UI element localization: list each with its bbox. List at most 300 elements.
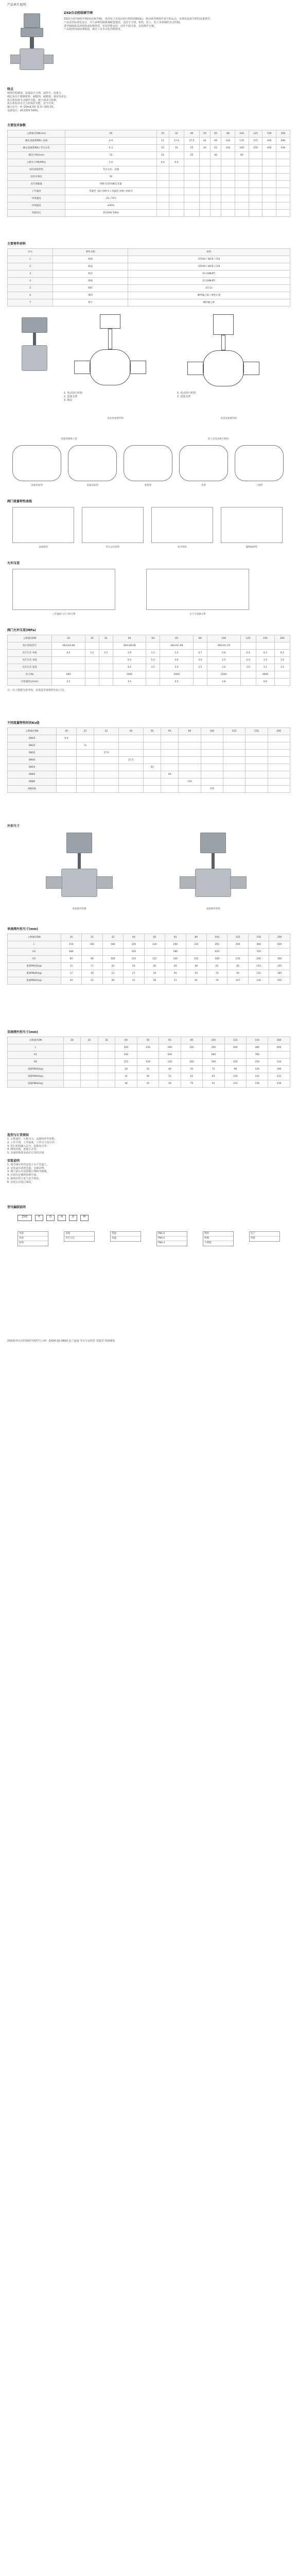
table-cell xyxy=(179,735,201,742)
table-cell xyxy=(246,764,268,771)
table-cell: 2.0 xyxy=(207,664,240,671)
table-cell: Ⅳ级 0.01%额定容量 xyxy=(65,181,156,188)
table-cell: 160 xyxy=(82,941,102,948)
flow-label: 抛物线特性 xyxy=(246,546,258,549)
table-cell xyxy=(240,671,256,679)
table-cell xyxy=(119,735,144,742)
table-cell: 17 xyxy=(61,970,81,977)
table-cell: 16 xyxy=(156,152,169,159)
table-cell xyxy=(268,735,290,742)
table-cell: H2 xyxy=(8,956,61,963)
table-cell xyxy=(98,1066,115,1073)
table-row xyxy=(8,750,290,757)
table-row xyxy=(8,159,290,166)
table-cell: 50 xyxy=(65,174,156,181)
table-cell xyxy=(262,188,276,195)
types-row xyxy=(12,445,285,481)
table-cell: 200 xyxy=(268,1037,290,1044)
table-cell xyxy=(223,778,245,786)
table-row xyxy=(8,956,290,963)
table-cell: 40 xyxy=(113,635,146,642)
table-cell: 145 xyxy=(159,1059,181,1066)
type-caption: 直通双座型 xyxy=(86,484,98,487)
table-cell: 阀杆 xyxy=(53,285,128,292)
table-cell xyxy=(201,742,223,750)
table-row xyxy=(8,657,290,664)
table-cell: 160 xyxy=(181,1059,202,1066)
table-row xyxy=(8,256,290,263)
table-cell: 760 xyxy=(246,1052,268,1059)
table-cell xyxy=(179,771,201,778)
table-cell xyxy=(210,166,221,174)
table-cell xyxy=(201,764,223,771)
table-cell xyxy=(63,1044,81,1052)
table-cell xyxy=(276,202,290,210)
table-cell: 52 xyxy=(159,1073,181,1080)
table-cell: 115 xyxy=(115,1059,137,1066)
body-outline xyxy=(90,349,131,385)
table-cell: 1Cr18Ni9Ti xyxy=(128,270,290,278)
table-cell: 160 xyxy=(235,145,249,152)
table-cell: 1 xyxy=(8,256,53,263)
table-cell: 25 xyxy=(156,130,169,138)
diff-title: 阀门允许压差(MPa) xyxy=(7,629,36,632)
table-cell: 5.0 xyxy=(146,657,160,664)
table-row xyxy=(8,671,290,679)
table-cell xyxy=(57,786,77,793)
table-cell xyxy=(81,1044,98,1052)
dim-table2 xyxy=(7,1037,290,1088)
table-cell xyxy=(98,1052,115,1059)
table-cell xyxy=(210,159,221,166)
flow-charts-section xyxy=(7,500,290,556)
table-cell xyxy=(76,750,94,757)
install-line: 1. 调节阀应垂直安装于水平管道上。 xyxy=(7,1163,49,1166)
feature-item: 输入信号：4~20mA DC 或 0~10V DC。 xyxy=(7,106,57,109)
table-cell: 50 xyxy=(144,934,165,941)
table-cell: 公称通径DN xyxy=(8,1037,64,1044)
kv-table xyxy=(7,727,290,793)
table-cell: 100 xyxy=(235,130,249,138)
table-cell: 180 xyxy=(206,956,227,963)
table-cell xyxy=(63,1052,81,1059)
table-cell xyxy=(184,181,200,188)
model-option: 法兰 xyxy=(250,1232,279,1236)
table-cell xyxy=(102,948,123,956)
table-cell: 150 xyxy=(246,1037,268,1044)
table-cell: 32 xyxy=(94,728,119,735)
table-cell: 10 xyxy=(65,152,156,159)
table-cell xyxy=(210,188,221,195)
table-cell: 允许压差 单座 xyxy=(8,650,52,657)
table-cell: 3.5 xyxy=(99,650,113,657)
selection-section xyxy=(7,1133,290,1184)
model-box-d xyxy=(156,1231,187,1246)
table-cell: 45 xyxy=(165,970,186,977)
model-section xyxy=(7,1206,290,1329)
table-cell: 1.0 xyxy=(274,664,290,671)
table-cell: 4 xyxy=(8,278,53,285)
diagram-single-seat xyxy=(64,314,167,412)
table-cell: 91 xyxy=(203,1080,224,1088)
table-cell xyxy=(240,679,256,686)
table-row xyxy=(8,278,290,285)
table-cell: 165 xyxy=(269,963,290,970)
table-cell xyxy=(161,786,179,793)
model-option: 套筒 xyxy=(19,1242,24,1244)
table-cell: 480 xyxy=(248,941,269,948)
table-cell xyxy=(210,210,221,217)
header xyxy=(7,3,290,7)
table-cell: 125 xyxy=(240,635,256,642)
table-cell xyxy=(249,202,262,210)
table-cell: 27.5 xyxy=(119,757,144,764)
table-cell xyxy=(199,210,210,217)
flow-label: 直线特性 xyxy=(39,546,48,549)
table-cell: 23 xyxy=(102,970,123,977)
table-cell: 0.2 xyxy=(274,650,290,657)
table-cell: 110 xyxy=(248,963,269,970)
table-cell: 70 xyxy=(206,970,227,977)
table-cell: 240 xyxy=(248,956,269,963)
table-cell: 69 xyxy=(161,771,179,778)
table-cell: -25~70℃ xyxy=(65,195,156,202)
pressure-chart-1 xyxy=(12,569,115,610)
table-row xyxy=(8,1052,290,1059)
table-cell: 85 xyxy=(227,963,248,970)
table-cell: 17 xyxy=(82,963,102,970)
table-cell: 3.5 xyxy=(146,664,160,671)
table-cell xyxy=(119,786,144,793)
table-row xyxy=(8,249,290,256)
table-cell: 环境湿度 xyxy=(8,202,65,210)
table-cell xyxy=(143,757,161,764)
table-cell xyxy=(57,778,77,786)
install-line: 6. 安装后应进行调试。 xyxy=(7,1180,34,1184)
table-cell xyxy=(76,735,94,742)
table-cell xyxy=(52,657,85,664)
table-cell xyxy=(137,1052,159,1059)
table-cell: 2.0 xyxy=(240,657,256,664)
intro-section xyxy=(64,11,293,31)
selection-title: 选型与订货须知 xyxy=(7,1133,29,1137)
label-item: 3. 阀盖 xyxy=(64,398,73,402)
table-cell xyxy=(99,671,113,679)
table-cell xyxy=(249,210,262,217)
table-cell xyxy=(201,771,223,778)
table-row xyxy=(8,145,290,152)
feature-item: 阀芯采用不锈钢材料，耐腐蚀、耐磨损，使用寿命长。 xyxy=(7,95,69,98)
table-row xyxy=(8,635,290,642)
table-cell xyxy=(76,764,94,771)
table-cell xyxy=(210,202,221,210)
table-cell: 540 xyxy=(115,1052,137,1059)
table-cell: 16 xyxy=(169,145,184,152)
fig1-caption: 电动单座调节阀 xyxy=(107,417,124,420)
table-cell xyxy=(94,742,119,750)
model-option: 铸铁 xyxy=(203,1232,233,1236)
diff-section xyxy=(7,629,290,692)
table-cell xyxy=(119,764,144,771)
photo-left xyxy=(12,314,59,412)
table-row xyxy=(8,735,290,742)
table-cell xyxy=(249,181,262,188)
table-cell: 25 xyxy=(82,934,102,941)
dim-actuator xyxy=(200,833,226,853)
table-cell: 允许压差 双座 xyxy=(8,657,52,664)
model-box-c xyxy=(110,1231,141,1242)
footer xyxy=(7,1340,290,1343)
table-cell: 阀体 xyxy=(53,256,128,263)
intro-line: ZXD自动控制调节阀(电动调节阀)，采用电子式电动执行机构(3810L)，驱动调节阀体作直行程运动，实现对流体介质的流量调节。 xyxy=(64,18,213,21)
table-cell: 4.0 xyxy=(160,657,194,664)
pressure-title: 允许压差 xyxy=(7,562,20,565)
flow-chart-equal xyxy=(82,507,144,543)
table-cell: 65 xyxy=(210,130,221,138)
table-cell xyxy=(99,642,113,650)
table-cell: 381LSB-08 xyxy=(113,642,146,650)
table-cell xyxy=(223,764,245,771)
table-cell xyxy=(221,159,235,166)
table-cell: 重量PN64(kg) xyxy=(8,977,61,985)
table-cell xyxy=(210,195,221,202)
table-cell xyxy=(76,786,94,793)
table-cell xyxy=(184,202,200,210)
table-cell: 35 xyxy=(137,1066,159,1073)
table-cell: 25 xyxy=(85,635,99,642)
table-cell: 100 xyxy=(206,934,227,941)
table-cell xyxy=(184,188,200,195)
table-cell xyxy=(221,174,235,181)
table-cell xyxy=(223,786,245,793)
table-cell xyxy=(169,166,184,174)
table-cell: 6.4 xyxy=(169,159,184,166)
table-cell: 90 xyxy=(82,956,102,963)
model-option: 双座 xyxy=(18,1236,48,1241)
table-cell xyxy=(268,786,290,793)
table-cell: 350 xyxy=(203,1044,224,1052)
type-caption: 三通型 xyxy=(255,484,263,487)
table-cell xyxy=(262,181,276,188)
table-cell: 150 xyxy=(256,635,274,642)
table-cell: 125 xyxy=(248,970,269,977)
body-outline xyxy=(203,350,244,386)
table-cell: 180 xyxy=(102,941,123,948)
table-cell xyxy=(179,742,201,750)
table-cell: 80 xyxy=(179,728,201,735)
table-cell: DN50 xyxy=(8,764,57,771)
table-cell xyxy=(76,778,94,786)
table-cell xyxy=(63,1059,81,1066)
dim-caption-right: 双座阀外形图 xyxy=(206,908,220,910)
table-cell: 381LSC-08 xyxy=(160,642,194,650)
table-cell xyxy=(276,152,290,159)
table-cell: 27 xyxy=(124,970,144,977)
table-cell: 50 xyxy=(199,130,210,138)
table-cell: 24 xyxy=(124,963,144,970)
model-option: 不锈钢 xyxy=(204,1242,212,1244)
material-section xyxy=(7,242,290,307)
table-cell: 250 xyxy=(246,1059,268,1066)
table-cell: 聚四氟乙烯 / 柔性石墨 xyxy=(128,292,290,299)
table-cell xyxy=(262,174,276,181)
table-cell: 125 xyxy=(249,130,262,138)
table-cell: 阀盖 xyxy=(53,263,128,270)
table-cell xyxy=(201,757,223,764)
diff-table xyxy=(7,635,290,686)
table-cell: 80 xyxy=(221,130,235,138)
table-cell xyxy=(221,181,235,188)
labels-left xyxy=(64,392,167,402)
model-box-b xyxy=(64,1231,95,1242)
table-cell: 142 xyxy=(246,1073,268,1080)
table-cell xyxy=(146,671,160,679)
table-cell xyxy=(156,210,169,217)
model-box-f xyxy=(249,1231,280,1242)
table-cell xyxy=(143,778,161,786)
table-cell: 3 xyxy=(8,270,53,278)
table-cell xyxy=(249,195,262,202)
table-row xyxy=(8,1066,290,1073)
table-cell xyxy=(143,786,161,793)
table-cell: 1Cr18Ni9Ti xyxy=(128,278,290,285)
table-cell: 58 xyxy=(159,1080,181,1088)
table-cell: 381LSA-08 xyxy=(52,642,85,650)
table-cell xyxy=(143,750,161,757)
table-cell xyxy=(144,948,165,956)
main-specs-table xyxy=(7,130,290,217)
table-cell xyxy=(268,750,290,757)
table-cell xyxy=(181,1052,202,1059)
dim-pipe-right xyxy=(230,876,247,889)
table-cell: H1 xyxy=(8,1052,64,1059)
table-cell: 480 xyxy=(246,1044,268,1052)
table-cell: 6.3 xyxy=(65,145,156,152)
valve-photo xyxy=(22,345,47,371)
install-line: 5. 接线应符合电气安全规范。 xyxy=(7,1177,42,1180)
table-cell: 190 xyxy=(268,1066,290,1073)
table-cell xyxy=(81,1080,98,1088)
table-cell: 65 xyxy=(165,934,186,941)
table-cell xyxy=(94,778,119,786)
table-cell: 34 xyxy=(144,970,165,977)
table-cell: 25 xyxy=(184,152,200,159)
pressure-chart-2 xyxy=(146,569,249,610)
table-cell: 20 xyxy=(65,130,156,138)
table-row xyxy=(8,188,290,195)
table-cell: 220 xyxy=(224,1059,246,1066)
table-cell: DN65 xyxy=(8,771,57,778)
table-cell: DN32 xyxy=(8,750,57,757)
table-cell xyxy=(98,1080,115,1088)
table-cell xyxy=(262,152,276,159)
table-cell: 32 xyxy=(169,130,184,138)
table-cell: 材料 xyxy=(128,249,290,256)
table-cell: 125 xyxy=(144,956,165,963)
kv-section xyxy=(7,721,290,793)
table-cell xyxy=(161,757,179,764)
table-cell xyxy=(199,181,210,188)
table-cell xyxy=(235,181,249,188)
table-cell xyxy=(210,174,221,181)
model-box-a xyxy=(17,1231,48,1246)
table-cell xyxy=(256,642,274,650)
table-cell: 176 xyxy=(235,138,249,145)
flange-left-outline xyxy=(74,361,91,374)
table-cell: HT200 / WCB / CF8 xyxy=(128,263,290,270)
table-cell xyxy=(161,742,179,750)
table-cell xyxy=(169,152,184,159)
stem-photo xyxy=(33,333,36,345)
table-cell xyxy=(268,742,290,750)
table-cell: 2.5 xyxy=(207,657,240,664)
selection-line: 3. 执行机构输入信号、电源电压等； xyxy=(7,1144,49,1148)
table-cell xyxy=(274,642,290,650)
table-cell: 54 xyxy=(186,970,206,977)
table-cell: 275 xyxy=(249,138,262,145)
table-cell xyxy=(63,1073,81,1080)
type-shape xyxy=(179,445,228,481)
table-cell: 2500 xyxy=(207,671,240,679)
table-cell xyxy=(81,1052,98,1059)
model-option: 单座 xyxy=(18,1232,48,1236)
model-option: 铸钢 xyxy=(203,1236,233,1241)
table-cell: 85 xyxy=(61,956,81,963)
table-cell xyxy=(223,771,245,778)
table-row xyxy=(8,757,290,764)
table-cell: 固有流量特性 xyxy=(8,166,65,174)
table-cell: 重量PN40(kg) xyxy=(8,1073,64,1080)
flow-label: 快开特性 xyxy=(178,546,187,549)
table-cell: 650 xyxy=(206,948,227,956)
table-cell: 28 xyxy=(115,1066,137,1073)
table-cell xyxy=(199,188,210,195)
table-cell xyxy=(227,948,248,956)
table-cell: 零件名称 xyxy=(53,249,128,256)
table-cell: 重量PN16(kg) xyxy=(8,963,61,970)
table-cell xyxy=(98,1059,115,1066)
table-cell: 常温型 -20~200℃ / 高温型 200~450℃ xyxy=(65,188,156,195)
table-cell: 72 xyxy=(203,1066,224,1073)
table-cell: 3.0 xyxy=(160,664,194,671)
table-cell: 310 xyxy=(186,941,206,948)
table-cell: 300 xyxy=(269,956,290,963)
table-cell: 26 xyxy=(102,977,123,985)
table-cell xyxy=(161,764,179,771)
table-cell: 7 xyxy=(8,299,53,307)
table-cell xyxy=(274,679,290,686)
table-cell xyxy=(94,771,119,778)
table-row xyxy=(8,1080,290,1088)
table-cell: 60 xyxy=(235,152,249,159)
table-cell: 垫片 xyxy=(53,299,128,307)
table-cell: 1000 xyxy=(113,671,146,679)
table-cell: 250 xyxy=(249,145,262,152)
table-cell xyxy=(262,166,276,174)
table-cell: 20 xyxy=(57,728,77,735)
type-caption: 直通单座型 xyxy=(31,484,43,487)
table-cell: 720 xyxy=(248,948,269,956)
table-cell xyxy=(246,742,268,750)
table-cell: 4.0 xyxy=(156,159,169,166)
table-cell xyxy=(85,679,99,686)
table-cell xyxy=(223,757,245,764)
table-cell: 600 xyxy=(52,671,85,679)
table-cell: 行程速度(s/mm) xyxy=(8,679,52,686)
table-cell xyxy=(194,671,207,679)
table-cell: 1.5 xyxy=(256,657,274,664)
table-row xyxy=(8,181,290,188)
